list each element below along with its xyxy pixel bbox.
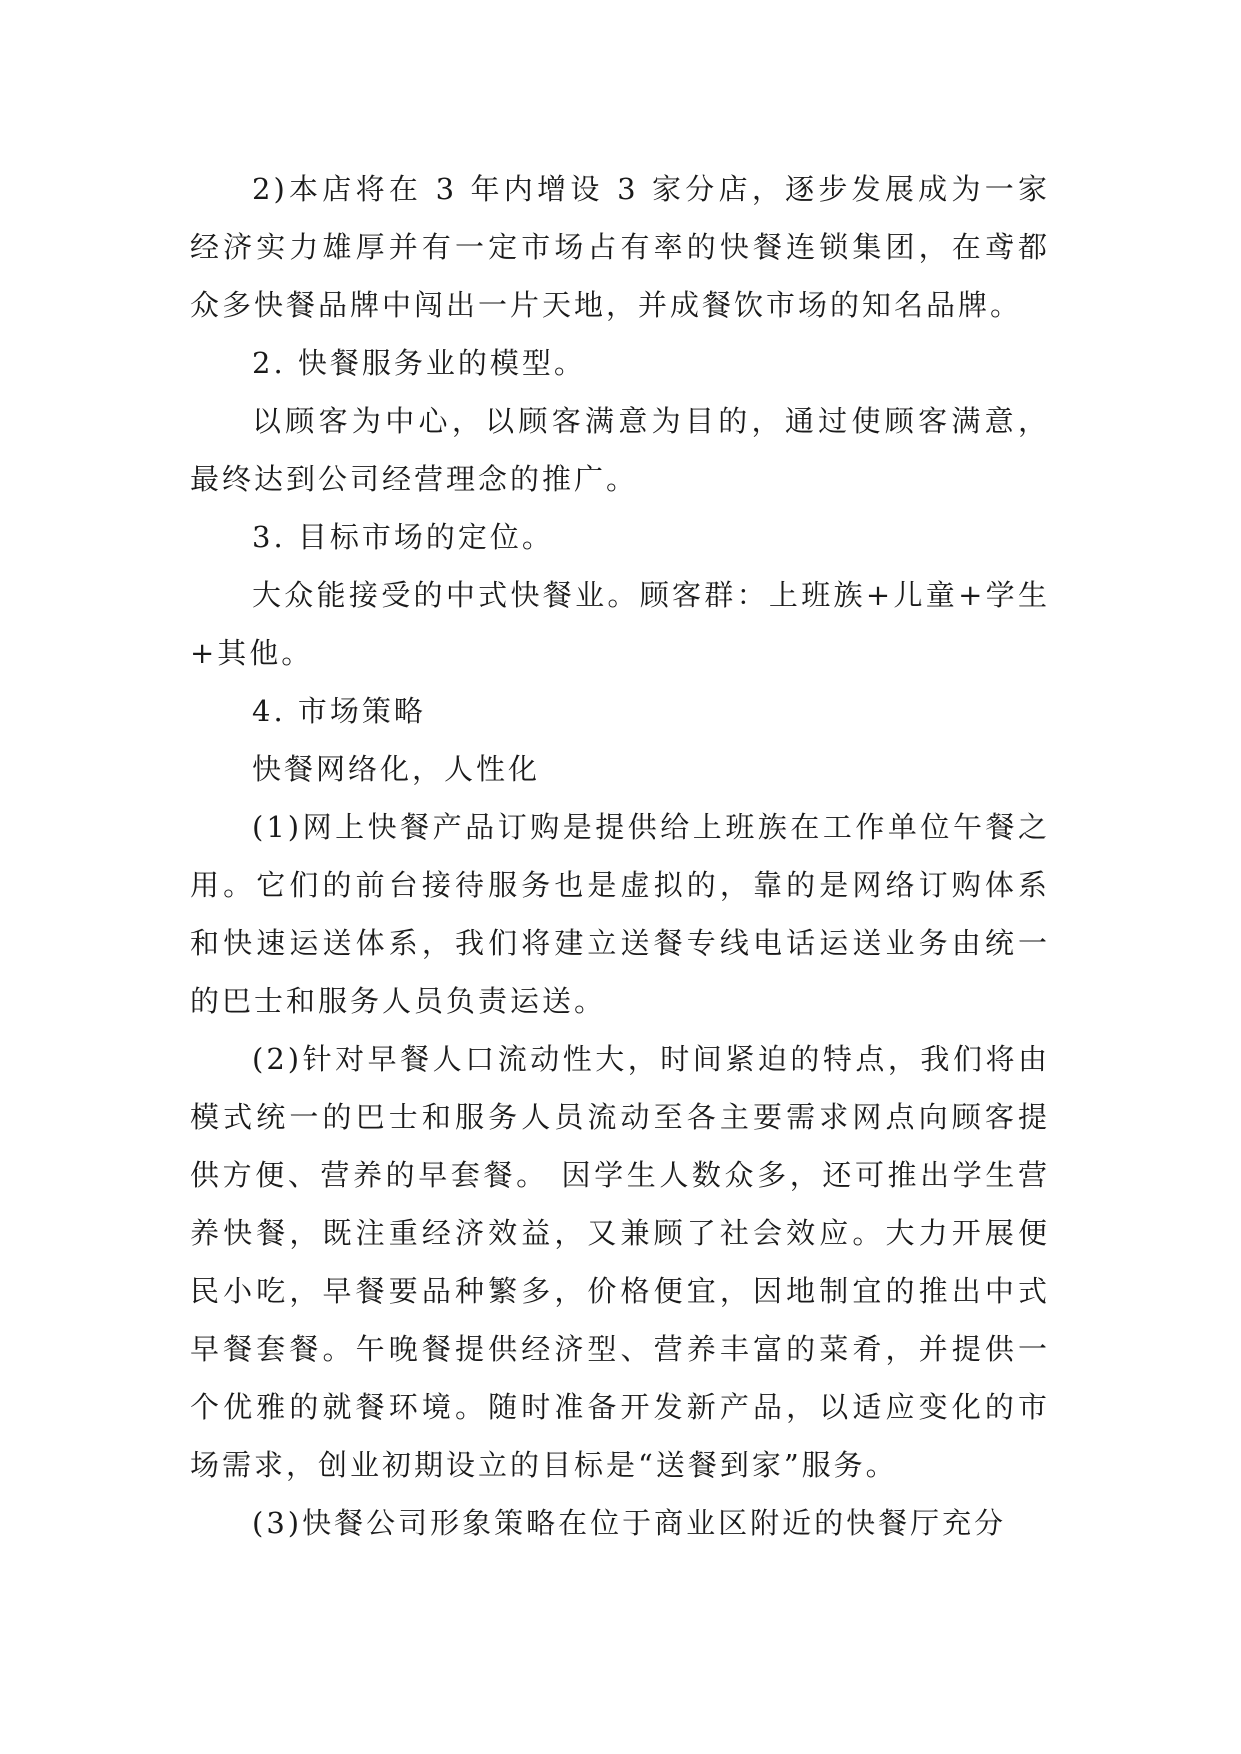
heading-target-market: 3. 目标市场的定位。 — [252, 520, 554, 554]
paragraph-strategy-summary: 快餐网络化，人性化 — [252, 752, 541, 786]
paragraph-target-market: 大众能接受的中式快餐业。顾客群：上班族+儿童+学生+其他。 — [190, 578, 1050, 670]
heading-service-model: 2. 快餐服务业的模型。 — [252, 346, 586, 380]
paragraph-strategy-1: (1)网上快餐产品订购是提供给上班族在工作单位午餐之用。它们的前台接待服务也是虚拟的，靠的是网络订购体系和快速运送体系，我们将建立送餐专线电话运送业务由统一的巴士和服务人员负责运送。 — [190, 810, 1050, 1018]
paragraph-strategy-3: (3)快餐公司形象策略在位于商业区附近的快餐厅充分 — [252, 1506, 1007, 1540]
heading-market-strategy: 4. 市场策略 — [252, 694, 426, 728]
document-page — [190, 160, 1050, 1552]
paragraph-strategy-2: (2)针对早餐人口流动性大，时间紧迫的特点，我们将由模式统一的巴士和服务人员流动至各主要需求网点向顾客提供方便、营养的早套餐。 因学生人数众多，还可推出学生营养快餐，既注重经济效益，又兼顾了社会效应。大力开展便民小吃，早餐要品种繁多，价格便宜，因地制宜的推出中式早餐套餐。午晚餐提供经济型、营养丰富的菜肴，并提供一个优雅的就餐环境。随时准备开发新产品，以适应变化的市场需求，创业初期设立的目标是“送餐到家”服务。 — [190, 1042, 1050, 1482]
paragraph-service-model: 以顾客为中心，以顾客满意为目的，通过使顾客满意，最终达到公司经营理念的推广。 — [190, 404, 1050, 496]
paragraph-expansion-plan: 2)本店将在 3 年内增设 3 家分店，逐步发展成为一家经济实力雄厚并有一定市场占有率的快餐连锁集团，在鸢都众多快餐品牌中闯出一片天地，并成餐饮市场的知名品牌。 — [190, 172, 1050, 322]
